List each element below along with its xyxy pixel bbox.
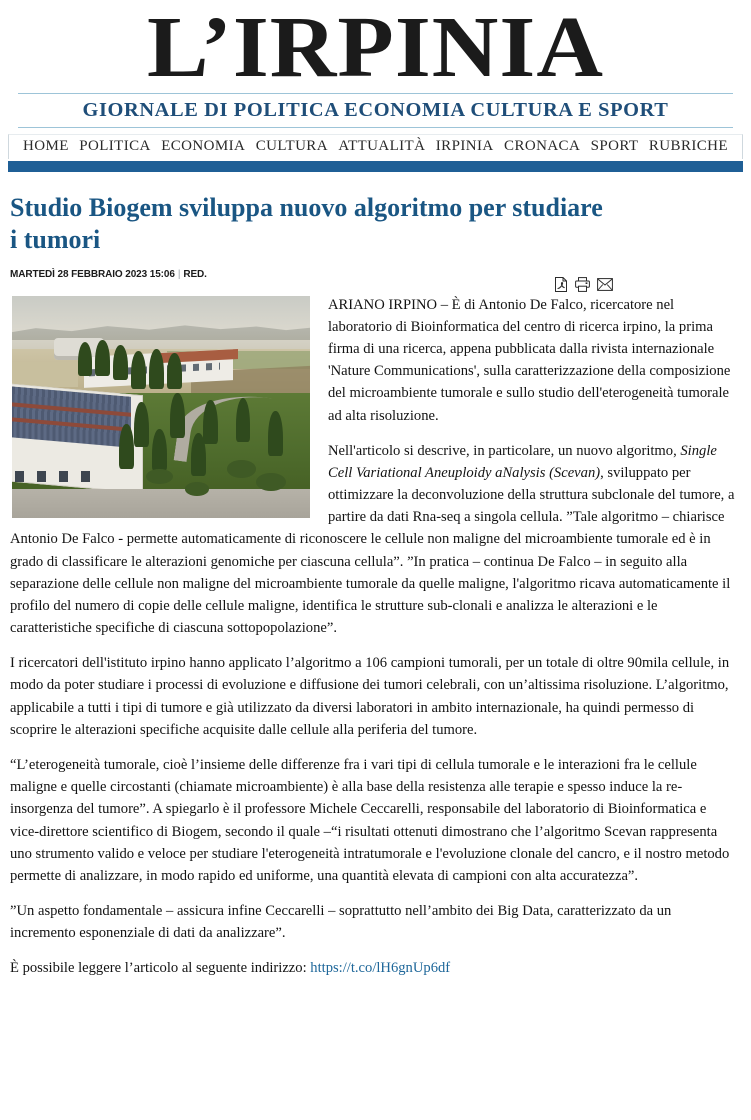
article-paragraph [10, 754, 737, 887]
print-icon[interactable] [575, 277, 590, 292]
article-closing [10, 957, 737, 979]
article-meta [10, 269, 737, 280]
nav-item-sport[interactable]: SPORT [590, 138, 639, 155]
photo-tree [191, 433, 206, 475]
photo-tree [203, 400, 218, 444]
site-tagline: GIORNALE DI POLITICA ECONOMIA CULTURA E SPORT [82, 99, 669, 122]
nav-item-irpinia[interactable]: IRPINIA [435, 138, 494, 155]
photo-tree [119, 424, 134, 468]
nav-accent-bar [8, 161, 743, 172]
paragraph-text: “L’eterogeneità tumorale, cioè l’insieme delle differenze fra i vari tipi di cellula tumorale e le interazioni fra le cellule maligne e quelle circostanti (chiamate microambiente) è alla base della resistenza alle terapie e spesso induce la re-insorgenza del tumore”. A spiegarlo è il professore Michele Ceccarelli, responsabile del laboratorio di Bioinformatica e vice-direttore scientifico di Biogem, secondo il quale –“i risultati ottenuti dimostrano che l’algoritmo Scevan rappresenta uno strumento valido e veloce per studiare l'eterogeneità intratumorale e l'evoluzione clonale del cancro, e il nostro metodo permette di analizzare, in modo rapido ed uniforme, una quantità elevata di campioni con alta accuratezza”. [10, 756, 730, 884]
nav-item-economia[interactable]: ECONOMIA [161, 138, 246, 155]
nav-item-politica[interactable]: POLITICA [79, 138, 151, 155]
photo-tree [170, 393, 185, 437]
photo-shrub [227, 460, 257, 478]
email-icon[interactable] [597, 278, 613, 291]
photo-lower-windows [15, 471, 92, 482]
paragraph-text: ARIANO IRPINO – È di Antonio De Falco, ricercatore nel laboratorio di Bioinformatica del centro di ricerca irpino, la prima firma di una ricerca, appena pubblicata dalla rivista internazionale 'Nature Communications', sulla caratterizzazione della composizione del microambiente tumorale e sullo studio dell'eterogeneità tumorale ad alta risoluzione. [328, 296, 731, 424]
byline-separator: | [177, 268, 181, 280]
nav-item-cultura[interactable]: CULTURA [255, 138, 328, 155]
article-author: RED. [183, 268, 207, 280]
masthead-rule-bottom [18, 127, 733, 128]
article-tools [554, 277, 613, 292]
photo-tree [131, 351, 146, 389]
site-masthead [0, 0, 751, 128]
photo-tree [134, 402, 149, 446]
closing-prefix: È possibile leggere l’articolo al seguente indirizzo: [10, 960, 311, 977]
paragraph-text: I ricercatori dell'istituto irpino hanno applicato l’algoritmo a 106 campioni tumorali, per un totale di oltre 90mila cellule, in modo da poter studiare i processi di evoluzione e diffusione dei tumori celebrali, con un’altissima risoluzione. L’algoritmo, applicabile a tutti i tipi di tumore e già utilizzato da diversi laboratori in ambito internazionale, ha quindi permesso di scoprire le alterazioni specifiche acquisite dalle cellule alla periferia del tumore. [10, 655, 730, 738]
algorithm-name: Single Cell Variational Aneuploidy aNalysis (Scevan) [328, 442, 717, 481]
photo-field-a [12, 362, 78, 386]
nav-item-cronaca[interactable]: CRONACA [504, 138, 581, 155]
paragraph-text: Nell'articolo si descrive, in particolare, un nuovo algoritmo, [328, 442, 681, 459]
photo-shrub [185, 482, 209, 495]
paragraph-text: ”Un aspetto fondamentale – assicura infine Ceccarelli – soprattutto nell’ambito dei Big Data, caratterizzato da un incremento esponenziale di dati da analizzare”. [10, 903, 672, 942]
main-navigation [8, 134, 743, 159]
photo-solar-roof [12, 383, 131, 448]
photo-tree [167, 353, 182, 389]
article-paragraph [10, 652, 737, 741]
paragraph-text: , sviluppato per ottimizzare la deconvoluzione della struttura subclonale del tumore, a partire da dati Rna-seq a singola cellula. ”Tale algoritmo – chiarisce Antonio De Falco - permette automaticamente di riconoscere le cellule non maligne del microambiente tumorale ed è in grado di classificare le alterazioni genomiche per ciascuna cellula”. ”In pratica – continua De Falco – in seguito alla separazione delle cellule non maligne del microambiente tumorale da quelle maligne, l'algoritmo ricava automaticamente il profilo del numero di copie delle cellule maligne, identifica le strutture sub-clonali e analizza le alterazioni e le caratteristiche specifiche di ciascuna sottopopolazione”. [10, 464, 735, 637]
article-photo [12, 296, 310, 518]
article-date: MARTEDÌ 28 FEBBRAIO 2023 15:06 [10, 268, 175, 280]
article-link[interactable]: https://t.co/lH6gnUp6df [310, 960, 451, 977]
nav-item-attualita[interactable]: ATTUALITÀ [338, 138, 426, 155]
article-headline: Studio Biogem sviluppa nuovo algoritmo per studiare i tumori [10, 193, 603, 255]
photo-foreground-road [12, 489, 310, 518]
photo-tree [149, 349, 164, 389]
byline [10, 269, 207, 280]
article-paragraph [10, 900, 737, 944]
nav-item-home[interactable]: HOME [23, 138, 69, 155]
article [0, 192, 751, 992]
photo-tree [152, 429, 167, 471]
pdf-icon[interactable] [554, 277, 568, 292]
nav-item-rubriche[interactable]: RUBRICHE [648, 138, 728, 155]
site-logo-title[interactable]: L’IRPINIA [146, 0, 605, 95]
article-body [10, 294, 737, 993]
